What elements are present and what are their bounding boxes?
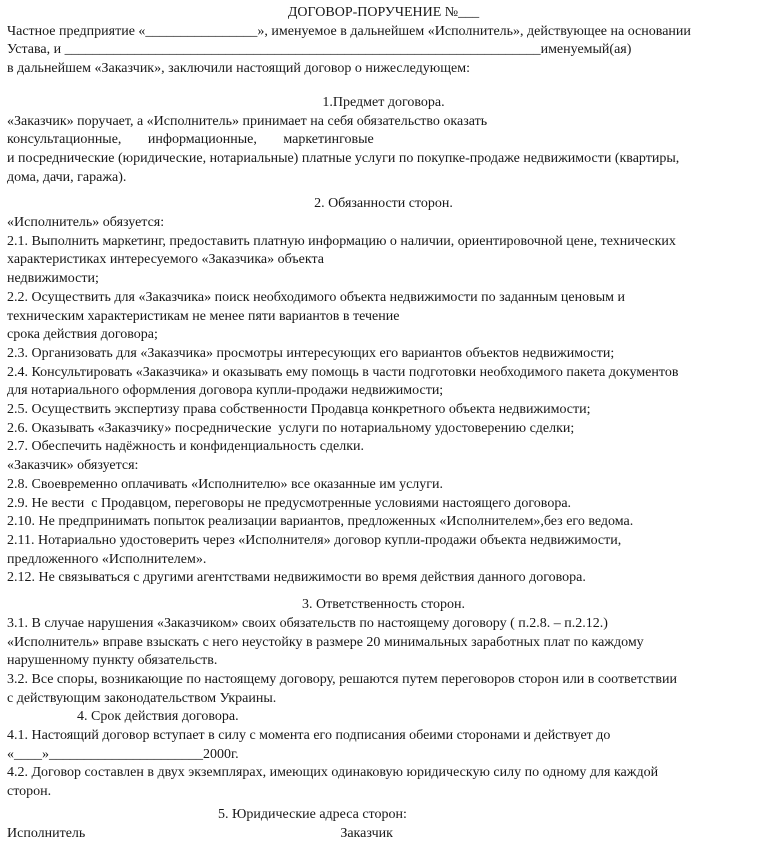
text-line: 2.10. Не предпринимать попыток реализации вариантов, предложенных «Исполнителем»,без его ведома.	[7, 514, 634, 530]
text-line: техническим характеристикам не менее пяти вариантов в течение	[7, 308, 400, 324]
text-line: 2.8. Своевременно оплачивать «Исполнителю» все оказанные им услуги.	[7, 476, 444, 492]
executor-label: Исполнитель	[7, 825, 86, 841]
text-line: 2.9. Не вести с Продавцом, переговоры не предусмотренные условиями настоящего договора.	[7, 495, 572, 511]
text-line: 2.4. Консультировать «Заказчика» и оказывать ему помощь в части подготовки необходимого пакета документов	[7, 364, 679, 380]
text-line: предложенного «Исполнителем».	[7, 551, 207, 567]
text-line: Частное предприятие «________________», именуемое в дальнейшем «Исполнитель», действующее на основании	[7, 23, 691, 39]
text-line: 2.2. Осуществить для «Заказчика» поиск необходимого объекта недвижимости по заданным ценовым и	[7, 289, 625, 305]
text-line: для нотариального оформления договора купли-продажи недвижимости;	[7, 383, 444, 399]
section-1-heading: 1.Предмет договора.	[322, 94, 445, 110]
signature-line	[7, 825, 760, 844]
text-line: 2.3. Организовать для «Заказчика» просмотры интересующих его вариантов объектов недвижимости;	[7, 345, 615, 361]
section-3-heading: 3. Ответственность сторон.	[301, 597, 466, 613]
text-line: «Исполнитель» вправе взыскать с него неустойку в размере 20 минимальных заработных плат по каждому	[7, 634, 644, 650]
text-line: с действующим законодательством Украины.	[7, 690, 277, 706]
text-line: 2.5. Осуществить экспертизу права собственности Продавца конкретного объекта недвижимости;	[7, 402, 591, 418]
text-line: сторон.	[7, 784, 52, 800]
text-line: «____»______________________2000г.	[7, 746, 239, 762]
document-body	[7, 4, 760, 843]
text-line: 2.11. Нотариально удостоверить через «Исполнителя» договор купли-продажи объекта недвижимости,	[7, 532, 622, 548]
customer-label: Заказчик	[340, 825, 393, 841]
text-line: в дальнейшем «Заказчик», заключили настоящий договор о нижеследующем:	[7, 61, 470, 77]
text-line: 2.1. Выполнить маркетинг, предоставить платную информацию о наличии, ориентировочной цене, технических	[7, 233, 676, 249]
text-line: Устава, и ____________________________________________________________________именуемый(ая)	[7, 42, 632, 58]
text-line: 2.7. Обеспечить надёжность и конфиденциальность сделки.	[7, 439, 365, 455]
text-line: 2.12. Не связываться с другими агентствами недвижимости во время действия данного договора.	[7, 570, 586, 586]
text-line: «Исполнитель» обязуется:	[7, 215, 165, 231]
document-title: ДОГОВОР-ПОРУЧЕНИЕ №___	[287, 5, 480, 20]
text-line: дома, дачи, гаража).	[7, 169, 127, 185]
text-line: нарушенному пункту обязательств.	[7, 653, 218, 669]
text-line: 3.2. Все споры, возникающие по настоящему договору, решаются путем переговоров сторон или в соответствии	[7, 671, 678, 687]
text-line: 2.6. Оказывать «Заказчику» посреднические услуги по нотариальному удостоверению сделки;	[7, 420, 575, 436]
text-line: консультационные, информационные, маркетинговые	[7, 132, 374, 148]
text-line: и посреднические (юридические, нотариальные) платные услуги по покупке-продаже недвижимости (квартиры,	[7, 150, 680, 166]
text-line: срока действия договора;	[7, 327, 158, 343]
text-line: 4.1. Настоящий договор вступает в силу с момента его подписания обеими сторонами и действует до	[7, 728, 611, 744]
text-line: 4.2. Договор составлен в двух экземплярах, имеющих одинаковую юридическую силу по одному для каждой	[7, 765, 659, 781]
text-line: «Заказчик» обязуется:	[7, 458, 139, 474]
section-5-heading: 5. Юридические адреса сторон:	[218, 806, 407, 822]
text-line: «Заказчик» поручает, а «Исполнитель» принимает на себя обязательство оказать	[7, 113, 488, 129]
text-line: характеристиках интересуемого «Заказчика» объекта	[7, 252, 324, 268]
section-4-heading: 4. Срок действия договора.	[77, 709, 239, 725]
text-line: 3.1. В случае нарушения «Заказчиком» своих обязательств по настоящему договору ( п.2.8. – п.2.12.)	[7, 615, 608, 631]
text-line: недвижимости;	[7, 271, 99, 287]
section-2-heading: 2. Обязанности сторон.	[314, 196, 453, 212]
